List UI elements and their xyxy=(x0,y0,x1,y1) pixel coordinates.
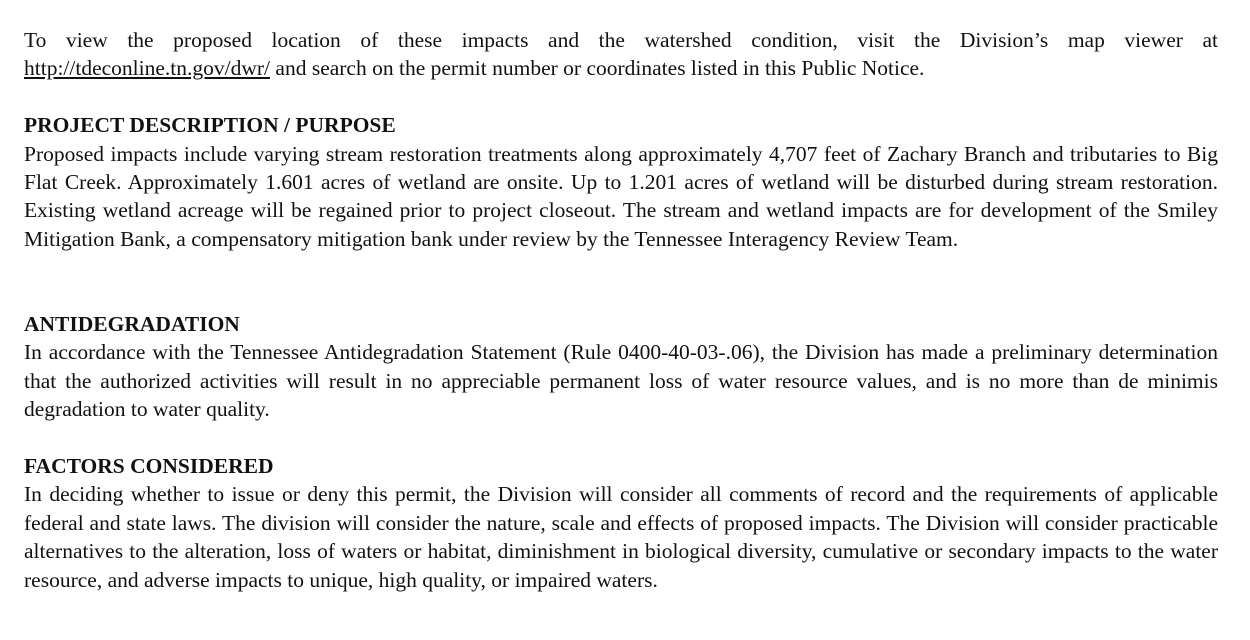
intro-paragraph xyxy=(24,26,1218,83)
project-description-paragraph: Proposed impacts include varying stream restoration treatments along approximately 4,707 feet of Zachary Branch and tributaries to Big Flat Creek. Approximately 1.601 acres of wetland are onsite. Up to 1.201 acres of wetland will be disturbed during stream restoration. Existing wetland acreage will be regained prior to project closeout. The stream and wetland impacts are for development of the Smiley Mitigation Bank, a compensatory mitigation bank under review by the Tennessee Interagency Review Team. xyxy=(24,141,1218,251)
map-viewer-link[interactable]: http://tdeconline.tn.gov/dwr/ xyxy=(24,56,271,81)
spacer xyxy=(24,424,1218,452)
spacer xyxy=(24,253,1218,310)
factors-considered-paragraph: In deciding whether to issue or deny this permit, the Division will consider all comments of record and the requirements of applicable federal and state laws. The division will consider the nature, scale and effects of proposed impacts. The Division will consider practicable alternatives to the alteration, loss of waters or habitat, diminishment in biological diversity, cumulative or secondary impacts to the water resource, and adverse impacts to unique, high quality, or impaired waters. xyxy=(24,482,1218,592)
antidegradation-heading: ANTIDEGRADATION xyxy=(24,312,240,337)
document-page xyxy=(24,26,1218,594)
spacer xyxy=(24,83,1218,111)
project-description-heading: PROJECT DESCRIPTION / PURPOSE xyxy=(24,113,396,138)
factors-considered-heading: FACTORS CONSIDERED xyxy=(24,454,274,479)
intro-text-before-link: To view the proposed location of these impacts and the watershed condition, visit the Division’s map viewer at xyxy=(24,28,1218,52)
antidegradation-paragraph: In accordance with the Tennessee Antidegradation Statement (Rule 0400-40-03-.06), the Division has made a preliminary determination that the authorized activities will result in no appreciable permanent loss of water resource values, and is no more than de minimis degradation to water quality. xyxy=(24,340,1218,422)
intro-text-after-link: and search on the permit number or coordinates listed in this Public Notice. xyxy=(270,56,925,81)
